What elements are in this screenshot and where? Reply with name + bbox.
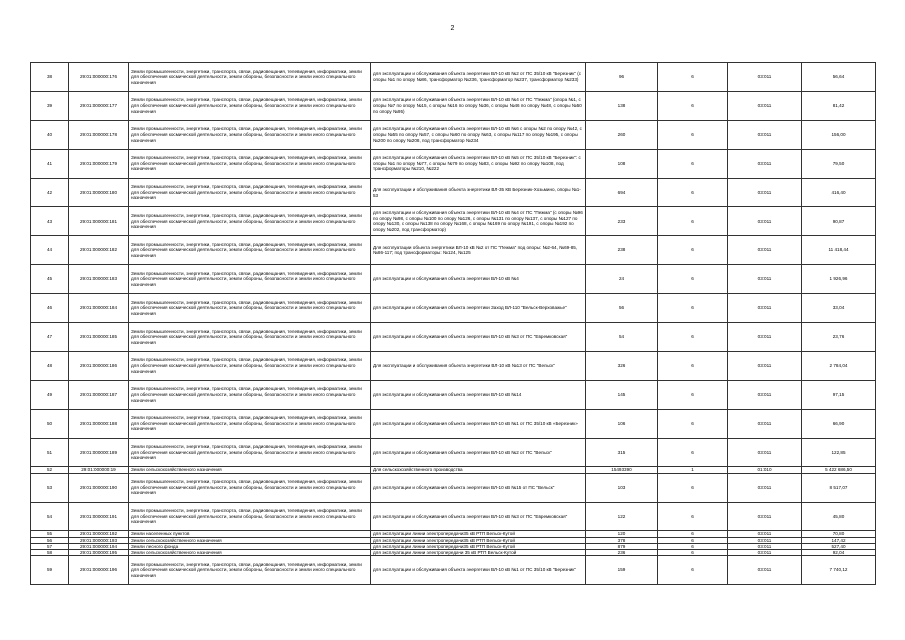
land-category-cell: Земли промышленности, энергетики, транспорта, связи, радиовещания, телевидения, информатики, земли для обеспечения космической деятельности, земли обороны, безопасности и земли иного специального назначения bbox=[129, 556, 371, 585]
cadastral-number-cell: 29:01:000000:183 bbox=[69, 265, 129, 294]
use-code-cell: 03:011 bbox=[728, 149, 802, 178]
area-cell: 138 bbox=[586, 91, 658, 120]
permitted-use-cell: Для эксплуатации и обслуживания объекта энергетики ВЛ-10 кВ №13 от ПС "Вельск" bbox=[371, 351, 586, 380]
table-row bbox=[31, 323, 876, 352]
row-number-cell: 44 bbox=[31, 236, 69, 265]
use-code-cell: 03:011 bbox=[728, 502, 802, 531]
cadastral-number-cell: 29:01:000000:182 bbox=[69, 236, 129, 265]
permitted-use-cell: для эксплуатации линии электропередачи35 кВ РТП Вельск-Кутой bbox=[371, 543, 586, 549]
land-category-cell: Земли промышленности, энергетики, транспорта, связи, радиовещания, телевидения, информатики, земли для обеспечения космической деятельности, земли обороны, безопасности и земли иного специального назначения bbox=[129, 120, 371, 149]
use-code-cell: 03:011 bbox=[728, 556, 802, 585]
area-cell: 24 bbox=[586, 265, 658, 294]
cadastral-number-cell: 29:01:000000:194 bbox=[69, 543, 129, 549]
use-code-cell: 03:011 bbox=[728, 91, 802, 120]
use-code-cell: 03:011 bbox=[728, 120, 802, 149]
table-row bbox=[31, 149, 876, 178]
land-category-cell: Земли промышленности, энергетики, транспорта, связи, радиовещания, телевидения, информатики, земли для обеспечения космической деятельности, земли обороны, безопасности и земли иного специального назначения bbox=[129, 409, 371, 438]
use-code-cell: 03:011 bbox=[728, 438, 802, 467]
area-cell: 315 bbox=[586, 438, 658, 467]
coefficient-cell: 6 bbox=[658, 409, 728, 438]
cadastral-value-cell: 1 926,96 bbox=[802, 265, 876, 294]
coefficient-cell: 6 bbox=[658, 236, 728, 265]
land-category-cell: Земли промышленности, энергетики, транспорта, связи, радиовещания, телевидения, информатики, земли для обеспечения космической деятельности, земли обороны, безопасности и земли иного специального назначения bbox=[129, 149, 371, 178]
coefficient-cell: 6 bbox=[658, 207, 728, 236]
use-code-cell: 03:011 bbox=[728, 380, 802, 409]
coefficient-cell: 6 bbox=[658, 91, 728, 120]
coefficient-cell: 6 bbox=[658, 502, 728, 531]
coefficient-cell: 1 bbox=[658, 467, 728, 473]
cadastral-value-cell: 70,80 bbox=[802, 531, 876, 537]
table-body bbox=[31, 63, 876, 585]
cadastral-value-cell: 5 422 686,50 bbox=[802, 467, 876, 473]
permitted-use-cell: для эксплуатации и обслуживания объекта энергетики ВЛ-10 кВ №15 от ПС "Вельск" bbox=[371, 473, 586, 502]
cadastral-number-cell: 29:01:000000:19 bbox=[69, 467, 129, 473]
area-cell: 103 bbox=[586, 473, 658, 502]
area-cell: 879 bbox=[586, 543, 658, 549]
coefficient-cell: 6 bbox=[658, 120, 728, 149]
area-cell: 56 bbox=[586, 294, 658, 323]
cadastral-value-cell: 416,40 bbox=[802, 178, 876, 207]
permitted-use-cell: Для эксплуатации и обслуживания объекта энергетики ВЛ-35 КВ Березник-Хозьмино, опоры №1-53 bbox=[371, 178, 586, 207]
table-row bbox=[31, 438, 876, 467]
use-code-cell: 03:011 bbox=[728, 294, 802, 323]
area-cell: 694 bbox=[586, 178, 658, 207]
use-code-cell: 03:011 bbox=[728, 178, 802, 207]
use-code-cell: 03:011 bbox=[728, 351, 802, 380]
coefficient-cell: 6 bbox=[658, 323, 728, 352]
area-cell: 326 bbox=[586, 351, 658, 380]
cadastral-number-cell: 29:01:000000:184 bbox=[69, 294, 129, 323]
cadastral-value-cell: 81,42 bbox=[802, 91, 876, 120]
coefficient-cell: 6 bbox=[658, 473, 728, 502]
cadastral-value-cell: 92,04 bbox=[802, 550, 876, 556]
row-number-cell: 48 bbox=[31, 351, 69, 380]
land-category-cell: Земли промышленности, энергетики, транспорта, связи, радиовещания, телевидения, информатики, земли для обеспечения космической деятельности, земли обороны, безопасности и земли иного специального назначения bbox=[129, 323, 371, 352]
cadastral-number-cell: 29:01:000000:192 bbox=[69, 531, 129, 537]
land-category-cell: Земли сельскохозяйственного назначения bbox=[129, 537, 371, 543]
use-code-cell: 01:010 bbox=[728, 467, 802, 473]
row-number-cell: 56 bbox=[31, 537, 69, 543]
table-row bbox=[31, 63, 876, 92]
row-number-cell: 53 bbox=[31, 473, 69, 502]
permitted-use-cell: для эксплуатации и обслуживания объекта энергетики ВЛ-10 кВ №1 от ПС 35/10 кВ «Березник» bbox=[371, 409, 586, 438]
cadastral-value-cell: 122,85 bbox=[802, 438, 876, 467]
cadastral-number-cell: 29:01:000000:176 bbox=[69, 63, 129, 92]
row-number-cell: 54 bbox=[31, 502, 69, 531]
area-cell: 260 bbox=[586, 120, 658, 149]
land-category-cell: Земли промышленности, энергетики, транспорта, связи, радиовещания, телевидения, информатики, земли для обеспечения космической деятельности, земли обороны, безопасности и земли иного специального назначения bbox=[129, 438, 371, 467]
area-cell: 122 bbox=[586, 502, 658, 531]
table-row bbox=[31, 120, 876, 149]
land-category-cell: Земли промышленности, энергетики, транспорта, связи, радиовещания, телевидения, информатики, земли для обеспечения космической деятельности, земли обороны, безопасности и земли иного специального назначения bbox=[129, 178, 371, 207]
use-code-cell: 03:011 bbox=[728, 323, 802, 352]
permitted-use-cell: для эксплуатации линии электропередачи35 кВ РТП Вельск-Кутой bbox=[371, 537, 586, 543]
use-code-cell: 03:011 bbox=[728, 543, 802, 549]
cadastral-value-cell: 23,76 bbox=[802, 323, 876, 352]
table-row bbox=[31, 409, 876, 438]
coefficient-cell: 6 bbox=[658, 537, 728, 543]
permitted-use-cell: для эксплуатации и обслуживания объекта энергетики ВЛ-10 кВ №2 от ПС "Вельск" bbox=[371, 438, 586, 467]
cadastral-number-cell: 29:01:000000:187 bbox=[69, 380, 129, 409]
use-code-cell: 03:011 bbox=[728, 531, 802, 537]
table-row bbox=[31, 351, 876, 380]
use-code-cell: 03:011 bbox=[728, 537, 802, 543]
row-number-cell: 39 bbox=[31, 91, 69, 120]
land-category-cell: Земли промышленности, энергетики, транспорта, связи, радиовещания, телевидения, информатики, земли для обеспечения космической деятельности, земли обороны, безопасности и земли иного специального назначения bbox=[129, 236, 371, 265]
cadastral-number-cell: 29:01:000000:189 bbox=[69, 438, 129, 467]
coefficient-cell: 6 bbox=[658, 556, 728, 585]
table-row bbox=[31, 556, 876, 585]
table-row bbox=[31, 91, 876, 120]
cadastral-value-cell: 56,64 bbox=[802, 63, 876, 92]
table-row bbox=[31, 236, 876, 265]
cadastral-value-cell: 79,50 bbox=[802, 149, 876, 178]
coefficient-cell: 6 bbox=[658, 543, 728, 549]
coefficient-cell: 6 bbox=[658, 531, 728, 537]
page-number: 2 bbox=[450, 25, 455, 32]
area-cell: 238 bbox=[586, 236, 658, 265]
use-code-cell: 03:011 bbox=[728, 473, 802, 502]
coefficient-cell: 6 bbox=[658, 438, 728, 467]
row-number-cell: 50 bbox=[31, 409, 69, 438]
cadastral-number-cell: 29:01:000000:177 bbox=[69, 91, 129, 120]
cadastral-number-cell: 29:01:000000:190 bbox=[69, 473, 129, 502]
permitted-use-cell: для эксплуатации и обслуживания объекта энергетики ВЛ-10 кВ №1 от ПС 35/10 кВ "Березник" bbox=[371, 556, 586, 585]
permitted-use-cell: для эксплуатации линии электропередачи35 кВ РТП Вельск-Кутой bbox=[371, 531, 586, 537]
coefficient-cell: 6 bbox=[658, 550, 728, 556]
area-cell: 378 bbox=[586, 537, 658, 543]
cadastral-number-cell: 29:01:000000:180 bbox=[69, 178, 129, 207]
land-category-cell: Земли промышленности, энергетики, транспорта, связи, радиовещания, телевидения, информатики, земли для обеспечения космической деятельности, земли обороны, безопасности и земли иного специального назначения bbox=[129, 473, 371, 502]
permitted-use-cell: для эксплуатации линии электропередачи 35 кВ РТП Вельск-Кутой bbox=[371, 550, 586, 556]
table-row bbox=[31, 294, 876, 323]
area-cell: 236 bbox=[586, 550, 658, 556]
cadastral-number-cell: 29:01:000000:188 bbox=[69, 409, 129, 438]
permitted-use-cell: для эксплуатации и обслуживания объекта энергетики ВЛ-10 кВ №4 от ПС "Пежма" (опора №1, с опоры №7 по опору №15, с опоры №16 по опору №36, с опоры №46 по опору №48, с опоры №50 по опору №95) bbox=[371, 91, 586, 120]
row-number-cell: 52 bbox=[31, 467, 69, 473]
row-number-cell: 58 bbox=[31, 550, 69, 556]
land-category-cell: Земли лесного фонда bbox=[129, 543, 371, 549]
permitted-use-cell: Для сельскохозяйственного производства bbox=[371, 467, 586, 473]
use-code-cell: 03:011 bbox=[728, 63, 802, 92]
row-number-cell: 41 bbox=[31, 149, 69, 178]
area-cell: 159 bbox=[586, 556, 658, 585]
land-category-cell: Земли сельскохозяйственного назначения bbox=[129, 467, 371, 473]
row-number-cell: 43 bbox=[31, 207, 69, 236]
table-row bbox=[31, 207, 876, 236]
permitted-use-cell: для эксплуатации и обслуживания объекта энергетики ВЛ-10 кВ №3 от ПС "Евремковская" bbox=[371, 502, 586, 531]
row-number-cell: 51 bbox=[31, 438, 69, 467]
cadastral-value-cell: 90,87 bbox=[802, 207, 876, 236]
table-row bbox=[31, 473, 876, 502]
cadastral-number-cell: 29:01:000000:196 bbox=[69, 556, 129, 585]
cadastral-number-cell: 29:01:000000:186 bbox=[69, 351, 129, 380]
cadastral-number-cell: 29:01:000000:179 bbox=[69, 149, 129, 178]
row-number-cell: 42 bbox=[31, 178, 69, 207]
cadastral-value-cell: 45,80 bbox=[802, 502, 876, 531]
permitted-use-cell: для эксплуатации и обслуживания объекта энергетики ВЛ-10 кВ №3 от ПС "Евремковская" bbox=[371, 323, 586, 352]
cadastral-number-cell: 29:01:000000:191 bbox=[69, 502, 129, 531]
area-cell: 108 bbox=[586, 149, 658, 178]
coefficient-cell: 6 bbox=[658, 63, 728, 92]
row-number-cell: 47 bbox=[31, 323, 69, 352]
row-number-cell: 59 bbox=[31, 556, 69, 585]
use-code-cell: 03:011 bbox=[728, 265, 802, 294]
row-number-cell: 55 bbox=[31, 531, 69, 537]
land-category-cell: Земли промышленности, энергетики, транспорта, связи, радиовещания, телевидения, информатики, земли для обеспечения космической деятельности, земли обороны, безопасности и земли иного специального назначения bbox=[129, 63, 371, 92]
land-category-cell: Земли промышленности, энергетики, транспорта, связи, радиовещания, телевидения, информатики, земли для обеспечения космической деятельности, земли обороны, безопасности и земли иного специального назначения bbox=[129, 502, 371, 531]
cadastral-value-cell: 527,40 bbox=[802, 543, 876, 549]
permitted-use-cell: для эксплуатации и обслуживания объекта энергетики ВЛ-10 кВ №2 от ПС 35/10 кВ "Березник" (с опоры №1 по опору №86, трансформатор №236, трансформатор №237, трансформатор №233) bbox=[371, 63, 586, 92]
permitted-use-cell: для эксплуатации и обслуживания объекта энергетики ВЛ-10 кВ №5 от ПС 35/10 кВ "Березник": с опоры №1 по опору №77, с опоры №79 по опору №83, с опоры №92 по опору №108, под трансформаторы №210, №222 bbox=[371, 149, 586, 178]
coefficient-cell: 6 bbox=[658, 351, 728, 380]
cadastral-value-cell: 7 740,12 bbox=[802, 556, 876, 585]
use-code-cell: 03:011 bbox=[728, 207, 802, 236]
cadastral-value-cell: 8 517,07 bbox=[802, 473, 876, 502]
coefficient-cell: 6 bbox=[658, 178, 728, 207]
coefficient-cell: 6 bbox=[658, 294, 728, 323]
area-cell: 54 bbox=[586, 323, 658, 352]
row-number-cell: 40 bbox=[31, 120, 69, 149]
area-cell: 233 bbox=[586, 207, 658, 236]
table-row bbox=[31, 178, 876, 207]
land-category-cell: Земли промышленности, энергетики, транспорта, связи, радиовещания, телевидения, информатики, земли для обеспечения космической деятельности, земли обороны, безопасности и земли иного специального назначения bbox=[129, 91, 371, 120]
row-number-cell: 46 bbox=[31, 294, 69, 323]
row-number-cell: 38 bbox=[31, 63, 69, 92]
cadastral-number-cell: 29:01:000000:193 bbox=[69, 537, 129, 543]
cadastral-value-cell: 33,04 bbox=[802, 294, 876, 323]
coefficient-cell: 6 bbox=[658, 149, 728, 178]
table-row bbox=[31, 265, 876, 294]
cadastral-value-cell: 97,15 bbox=[802, 380, 876, 409]
area-cell: 145 bbox=[586, 380, 658, 409]
permitted-use-cell: для эксплуатации и обслуживания объекта энергетики ВЛ-10 кВ №4 bbox=[371, 265, 586, 294]
row-number-cell: 45 bbox=[31, 265, 69, 294]
area-cell: 15493390 bbox=[586, 467, 658, 473]
cadastral-number-cell: 29:01:000000:185 bbox=[69, 323, 129, 352]
permitted-use-cell: для эксплуатации и обслуживания объекта энергетики ВЛ-10 кВ №14 bbox=[371, 380, 586, 409]
cadastral-number-cell: 29:01:000000:181 bbox=[69, 207, 129, 236]
land-category-cell: Земли промышленности, энергетики, транспорта, связи, радиовещания, телевидения, информатики, земли для обеспечения космической деятельности, земли обороны, безопасности и земли иного специального назначения bbox=[129, 351, 371, 380]
permitted-use-cell: для эксплуатации и обслуживания объекта энергетики ВЛ-10 кВ №4 от ПС "Пежма" (с опоры №96 по опору №98, с опоры №100 по опору №126, с опоры №131 по опору №137, с опоры №127 по опору №130, с опоры №138 по опору №168, с опоры №169 по опору №191, с опоры №192 по опору №202, под трансформатор) bbox=[371, 207, 586, 236]
area-cell: 106 bbox=[586, 409, 658, 438]
cadastral-number-cell: 29:01:000000:178 bbox=[69, 120, 129, 149]
use-code-cell: 03:011 bbox=[728, 550, 802, 556]
land-category-cell: Земли промышленности, энергетики, транспорта, связи, радиовещания, телевидения, информатики, земли для обеспечения космической деятельности, земли обороны, безопасности и земли иного специального назначения bbox=[129, 294, 371, 323]
area-cell: 96 bbox=[586, 63, 658, 92]
land-category-cell: Земли промышленности, энергетики, транспорта, связи, радиовещания, телевидения, информатики, земли для обеспечения космической деятельности, земли обороны, безопасности и земли иного специального назначения bbox=[129, 207, 371, 236]
area-cell: 120 bbox=[586, 531, 658, 537]
permitted-use-cell: Для эксплуатации объекта энергетики ВЛ-10 кВ №2 от ПС "Пежма" под опоры: №2-64, №69-85, №86-117; под трансформаторы: №124, №125 bbox=[371, 236, 586, 265]
coefficient-cell: 6 bbox=[658, 265, 728, 294]
row-number-cell: 49 bbox=[31, 380, 69, 409]
cadastral-value-cell: 156,00 bbox=[802, 120, 876, 149]
land-category-cell: Земли сельскохозяйственного назначения bbox=[129, 550, 371, 556]
table-row bbox=[31, 380, 876, 409]
table-row bbox=[31, 502, 876, 531]
land-plots-table bbox=[30, 62, 876, 585]
use-code-cell: 03:011 bbox=[728, 409, 802, 438]
cadastral-value-cell: 11 418,44 bbox=[802, 236, 876, 265]
land-category-cell: Земли населенных пунктов bbox=[129, 531, 371, 537]
coefficient-cell: 6 bbox=[658, 380, 728, 409]
cadastral-number-cell: 29:01:000000:195 bbox=[69, 550, 129, 556]
cadastral-value-cell: 66,90 bbox=[802, 409, 876, 438]
cadastral-value-cell: 147,42 bbox=[802, 537, 876, 543]
permitted-use-cell: для эксплуатации и обслуживания объекта энергетики Заход ВЛ-110 "Вельск-Верховажье" bbox=[371, 294, 586, 323]
permitted-use-cell: для эксплуатации и обслуживания объекта энергетики ВЛ-10 кВ №6 с опоры №2 по опору №42, с опоры №55 по опору №57, с опоры №60 по опору №63, с опоры №117 по опору №195, с опоры №200 по опору №208, под трансформатор №234 bbox=[371, 120, 586, 149]
row-number-cell: 57 bbox=[31, 543, 69, 549]
land-category-cell: Земли промышленности, энергетики, транспорта, связи, радиовещания, телевидения, информатики, земли для обеспечения космической деятельности, земли обороны, безопасности и земли иного специального назначения bbox=[129, 265, 371, 294]
use-code-cell: 03:011 bbox=[728, 236, 802, 265]
land-category-cell: Земли промышленности, энергетики, транспорта, связи, радиовещания, телевидения, информатики, земли для обеспечения космической деятельности, земли обороны, безопасности и земли иного специального назначения bbox=[129, 380, 371, 409]
cadastral-value-cell: 2 784,04 bbox=[802, 351, 876, 380]
